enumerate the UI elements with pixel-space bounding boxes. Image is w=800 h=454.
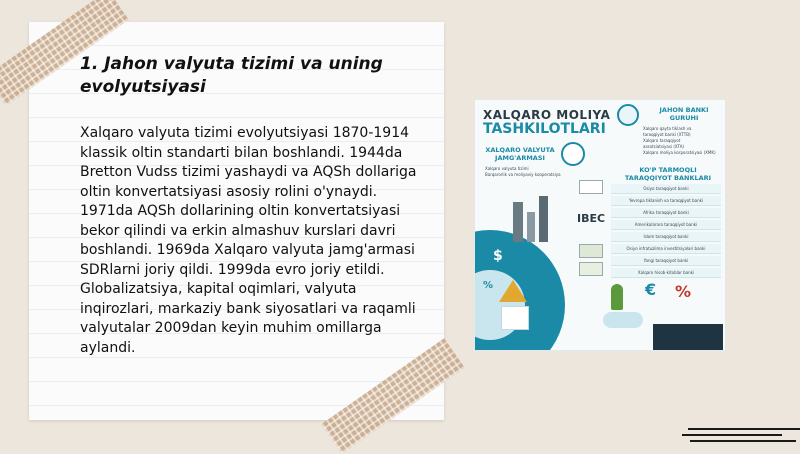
imf-seal-icon: [561, 142, 585, 166]
bank-row-5: Islom taraqqiyot banki: [611, 232, 721, 242]
imf-section-title: XALQARO VALYUTA JAMG'ARMASI: [485, 146, 555, 162]
euro-symbol-icon: €: [523, 262, 533, 278]
globe-icon: [617, 104, 639, 126]
percent-symbol-icon: %: [483, 232, 494, 243]
bank-row-4: Amerikalararo taraqqiyot banki: [611, 220, 721, 230]
building-icon-3: [539, 196, 548, 242]
ibec-logo-text: IBEC: [577, 212, 606, 225]
decorative-rule-2: [682, 434, 782, 436]
bank-row-2: Yevropa tiklanish va taraqqiyot banki: [611, 196, 721, 206]
euro-symbol-icon-2: €: [645, 280, 657, 299]
warning-triangle-icon: [499, 280, 527, 302]
plant-icon: [611, 284, 623, 310]
wb-line-3: Xalqaro taraqqiyot: [643, 138, 681, 143]
building-icon-2: [527, 212, 535, 242]
dollar-symbol-icon-2: $: [537, 278, 546, 292]
percent-symbol-icon-2: %: [483, 280, 494, 291]
slide-title: 1. Jahon valyuta tizimi va uning evolyutsiyasi: [80, 54, 383, 97]
wb-line-5: Xalqaro moliya korporatsiyasi (XMK): [643, 150, 716, 155]
infographic-title-line1: XALQARO MOLIYA: [483, 108, 611, 122]
bank-row-6: Osiyo infratuzilma investitsiyalari banki: [611, 244, 721, 254]
bank-row-3: Afrika taraqqiyot banki: [611, 208, 721, 218]
bank-logo-icon-2: [579, 244, 603, 258]
dollar-symbol-icon: $: [493, 248, 503, 264]
wb-line-1: Xalqaro qayta tiklash va: [643, 126, 692, 131]
decorative-rule-1: [688, 428, 800, 430]
bank-logo-icon: [579, 180, 603, 194]
percent-symbol-icon-3: %: [675, 282, 692, 301]
world-bank-section-title: JAHON BANKI GURUHI: [659, 106, 709, 122]
wb-line-2: taraqqiyot banki (XTTB): [643, 132, 691, 137]
infographic-image: [474, 99, 726, 351]
wb-line-4: assotsiatsiyasi (XTA): [643, 144, 684, 149]
building-icon: [513, 202, 523, 242]
slide-body-text: Xalqaro valyuta tizimi evolyutsiyasi 1870-1914 klassik oltin standarti bilan boshlandi. 1944da Bretton Vudss tizimi yashaydi va AQSh dollariga oltin konvertatsiyasi asosiy rolini o'ynaydi. 1971da AQSh dollarining oltin konvertatsiyasi bekor qilindi va erkin almashuv kurslari davri boshlandi. 1969da Xalqaro valyuta jamg'armasi SDRlarni joriy qildi. 1999da evro joriy etildi. Globalizatsiya, kapital oqimlari, valyuta inqirozlari, markaziy bank siyosatlari va raqamli valyutalar 2009dan keyin muhim omillarga aylandi.: [80, 125, 417, 356]
imf-line-1: Xalqaro valyuta tizimi: [485, 166, 529, 171]
imf-line-2: Barqarorlik va moliyaviy kooperatsiya: [485, 172, 561, 177]
bank-building-icon: [501, 306, 529, 330]
hand-icon: [603, 312, 643, 328]
bank-logo-icon-3: [579, 262, 603, 276]
decorative-rule-3: [690, 440, 796, 442]
infographic-title-line2: TASHKILOTLARI: [483, 121, 606, 137]
bank-row-7: Yangi taraqqiyot banki: [611, 256, 721, 266]
bank-row-1: Osiyo taraqqiyot banki: [611, 184, 721, 194]
laptop-icon: [653, 324, 723, 350]
bank-row-8: Xalqaro hisob-kitoblar banki: [611, 268, 721, 278]
mdb-section-title: KO'P TARMOQLI TARAQQIYOT BANKLARI: [624, 166, 712, 182]
